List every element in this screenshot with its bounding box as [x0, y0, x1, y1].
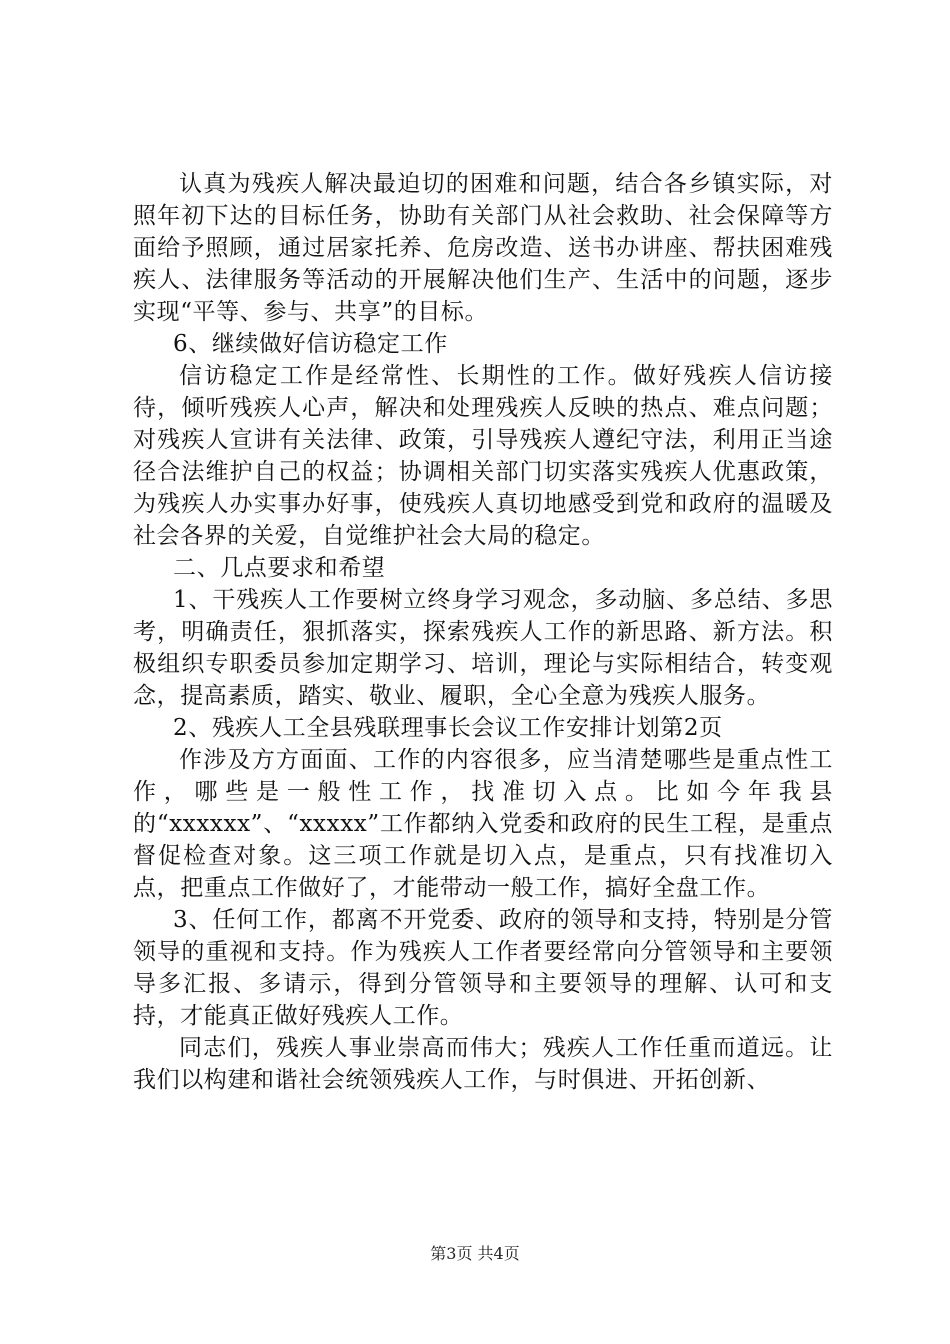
- page-number-label: 第3页 共4页: [430, 1244, 520, 1263]
- heading-requirements-hopes: 二、几点要求和希望: [173, 555, 386, 581]
- page-footer: [0, 1244, 950, 1264]
- paragraph-petition-stability: 信访稳定工作是经常性、长期性的工作。做好残疾人信访接待，倾听残疾人心声，解决和处理残疾人反映的热点、难点问题；对残疾人宣讲有关法律、政策，引导残疾人遵纪守法，利用正当途径合法维护自己的权益；协调相关部门切实落实残疾人优惠政策，为残疾人办实事办好事，使残疾人真切地感受到党和政府的温暖及社会各界的关爱，自觉维护社会大局的稳定。: [133, 363, 833, 549]
- paragraph-requirement-2-title: 2、残疾人工全县残联理事长会议工作安排计划第2页: [173, 715, 723, 741]
- paragraph-requirement-1: 1、干残疾人工作要树立终身学习观念，多动脑、多总结、多思考，明确责任，狠抓落实，探索残疾人工作的新思路、新方法。积极组织专职委员参加定期学习、培训，理论与实际相结合，转变观念，提高素质，踏实、敬业、履职，全心全意为残疾人服务。: [133, 587, 833, 709]
- paragraph-closing: 同志们，残疾人事业崇高而伟大；残疾人工作任重而道远。让我们以构建和谐社会统领残疾人工作，与时俱进、开拓创新、: [133, 1035, 833, 1093]
- heading-petition-stability: 6、继续做好信访稳定工作: [173, 331, 448, 357]
- paragraph-assistance: 认真为残疾人解决最迫切的困难和问题，结合各乡镇实际，对照年初下达的目标任务，协助有关部门从社会救助、社会保障等方面给予照顾，通过居家托养、危房改造、送书办讲座、帮扶困难残疾人、法律服务等活动的开展解决他们生产、生活中的问题，逐步实现“平等、参与、共享”的目标。: [133, 171, 833, 325]
- paragraph-requirement-2-body: 作涉及方方面面、工作的内容很多，应当清楚哪些是重点性工作，哪些是一般性工作，找准切入点。比如今年我县的“xxxxxx”、“xxxxx”工作都纳入党委和政府的民生工程，是重点督促检查对象。这三项工作就是切入点，是重点，只有找准切入点，把重点工作做好了，才能带动一般工作，搞好全盘工作。: [133, 747, 833, 901]
- paragraph-requirement-3: 3、任何工作，都离不开党委、政府的领导和支持，特别是分管领导的重视和支持。作为残疾人工作者要经常向分管领导和主要领导多汇报、多请示，得到分管领导和主要领导的理解、认可和支持，才能真正做好残疾人工作。: [133, 907, 833, 1029]
- document-body: [133, 168, 833, 1096]
